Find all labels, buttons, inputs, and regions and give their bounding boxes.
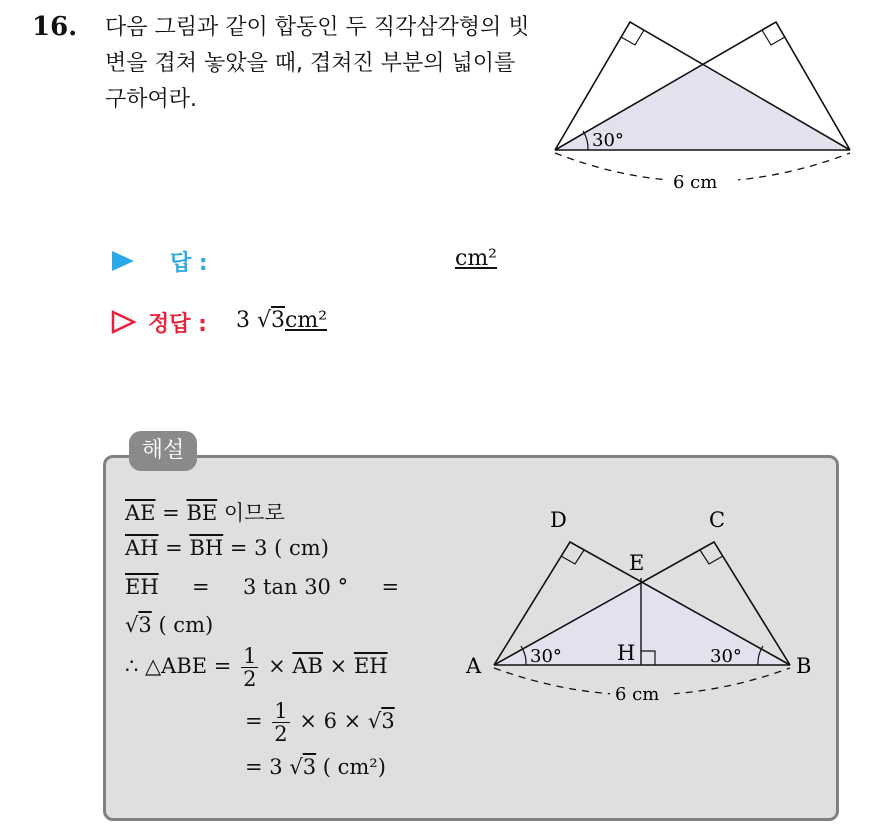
question-number: 16.: [32, 12, 78, 42]
label-d: D: [550, 508, 567, 532]
explanation-line-6: = $\frac{1}{2}$ × 6 × √3: [245, 699, 395, 746]
label-c: C: [709, 508, 726, 532]
answer-label: 답 :: [170, 251, 208, 276]
angle-label: 30°: [592, 130, 624, 151]
length-label: 6 cm: [673, 172, 718, 193]
explanation-line-1: $\overline{AE} = \overline{BE}$ 이므로: [125, 501, 285, 525]
angle-label-b: 30°: [710, 646, 742, 667]
explanation-line-4: √3 ( cm): [125, 613, 214, 637]
angle-label-a: 30°: [530, 646, 562, 667]
explanation-figure: [460, 500, 830, 720]
solution-row: [110, 305, 530, 341]
solution-value: 3 √3cm²: [236, 308, 328, 333]
label-a: A: [466, 654, 482, 678]
explanation-line-3: $\overline{EH}$ = 3 tan 30 ° =: [125, 575, 400, 599]
answer-row: [110, 244, 530, 280]
question-text: 다음 그림과 같이 합동인 두 직각삼각형의 빗변을 겹쳐 놓았을 때, 겹쳐진 부분의 넓이를 구하여라.: [105, 15, 530, 112]
answer-unit: cm²: [455, 246, 498, 271]
question-figure: [540, 10, 860, 200]
right-triangle-outline-icon: [110, 310, 136, 334]
explanation-line-2: $\overline{AH} = \overline{BH} = 3$ ( cm): [125, 536, 329, 560]
explanation-line-7: = 3 √3 ( cm²): [245, 755, 386, 779]
label-h: H: [617, 641, 636, 665]
label-b: B: [796, 654, 812, 678]
right-triangle-icon: [110, 249, 136, 273]
solution-label: 정답 :: [148, 312, 207, 337]
length-label-ab: 6 cm: [615, 684, 660, 705]
explanation-line-5: ∴ △ABE = $\frac{1}{2}$ × $\overline{AB} \times \overline{EH}$: [125, 644, 388, 691]
explanation-tab: 해설: [129, 431, 197, 471]
label-e: E: [629, 551, 645, 575]
